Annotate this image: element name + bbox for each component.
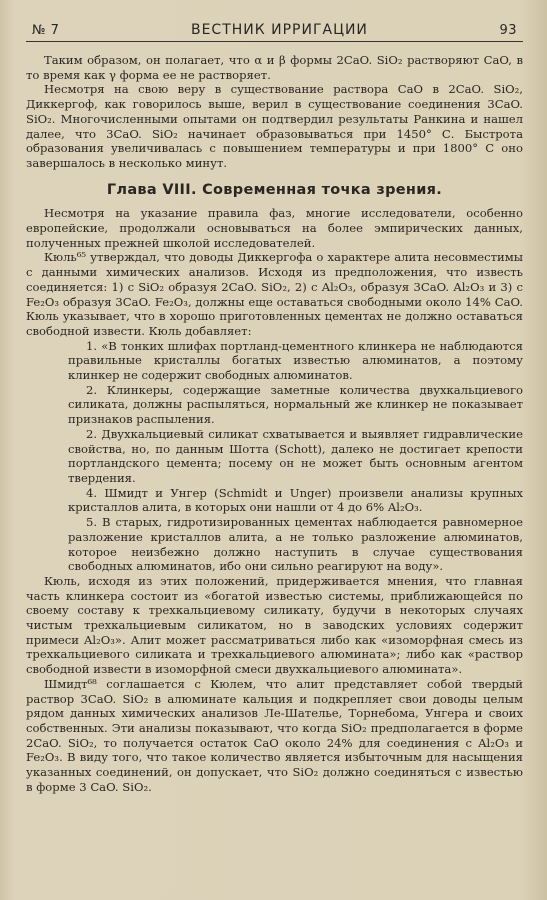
numbered-list <box>26 339 523 574</box>
paragraph: Таким образом, он полагает, что α и β формы 2CaO. SiO₂ растворяют CaO, в то время как γ форма ее не растворяет. <box>26 53 523 82</box>
list-item: 5. В старых, гидротизированных цементах наблюдается равномерное разложение кристаллов алита, а не только разложение алюминатов, которое неизбежно должно наступить в случае существования свободных алюминатов, ибо они сильно реагируют на воду». <box>68 515 523 574</box>
list-item: 1. «В тонких шлифах портланд-цементного клинкера не наблюдаются правильные кристаллы богатых известью алюминатов, а поэтому клинкер не содержит свободных алюминатов. <box>68 338 523 383</box>
list-item: 4. Шмидт и Унгер (Schmidt и Unger) произвели анализы крупных кристаллов алита, в которых они нашли от 4 до 6% Al₂O₃. <box>68 485 523 515</box>
list-item: 2. Клинкеры, содержащие заметные количества двухкальциевого силиката, должны распыляться, нормальный же клинкер не показывает признаков распыления. <box>68 382 523 427</box>
page-number: 93 <box>499 23 517 38</box>
paragraph: Несмотря на указание правила фаз, многие исследователи, особенно европейские, продолжали основываться на более эмпирических данных, полученных прежней школой исследователей. <box>26 206 523 250</box>
paragraph: Кюль, исходя из этих положений, придерживается мнения, что главная часть клинкера состоит из «богатой известью системы, приближающейся по своему составу к трехкальциевому силикату, будучи в некоторых случаях чистым трехкальциевым силикатом, но в заводских условиях содержит примеси Al₂O₃». Алит может рассматриваться либо как «изоморфная смесь из трехкальциевого силиката и трехкальциевого алюмината»; либо как «раствор свободной извести в изоморфной смеси двухкальциевого алюмината». <box>26 573 523 677</box>
paragraph: Шмидт⁶⁸ соглашается с Кюлем, что алит представляет собой твердый раствор 3CaO. SiO₂ в алюминате кальция и подкрепляет свои доводы целым рядом данных химических анализов Ле-Шателье, Торнебома, Унгера и своих собственных. Эти анализы показывают, что когда SiO₂ предполагается в форме 2CaO. SiO₂, то получается остаток CaO около 24% для соединения с Al₂O₃ и Fe₂O₃. В виду того, что такое количество является избыточным для насыщения указанных соединений, он допускает, что SiO₂ должно соединяться с известью в форме 3 CaO. SiO₂. <box>26 676 523 794</box>
paragraph: Несмотря на свою веру в существование раствора CaO в 2CaO. SiO₂, Диккергоф, как говорилось выше, верил в существование соединения 3CaO. SiO₂. Многочисленными опытами он подтвердил результаты Ранкина и нашел далее, что 3CaO. SiO₂ начинает образовываться при 1450° С. Быстрота образования увеличивалась с повышением температуры и при 1800° С оно завершалось в несколько минут. <box>26 82 523 170</box>
list-item: 2. Двухкальциевый силикат схватывается и выявляет гидравлические свойства, но, по данным Шотта (Schott), далеко не достигает крепости портландского цемента; посему он не может быть основным агентом твердения. <box>68 426 523 485</box>
body-text <box>26 53 523 794</box>
chapter-heading: Глава VIII. Современная точка зрения. <box>106 181 443 198</box>
paragraph: Кюль⁶⁵ утверждал, что доводы Диккергофа о характере алита несовместимы с данными химических анализов. Исходя из предположения, что известь соединяется: 1) с SiO₂ образуя 2CaO. SiO₂, 2) с Al₂O₃, образуя 3CaO. Al₂O₃ и 3) с Fe₂O₃ образуя 3CaO. Fe₂O₃, должны еще оставаться свободными около 14% CaO. Кюль указывает, что в хорошо приготовленных цементах не должно оставаться свободной извести. Кюль добавляет: <box>26 250 523 338</box>
journal-title: ВЕСТНИК ИРРИГАЦИИ <box>190 22 368 38</box>
issue-number: № 7 <box>32 23 60 38</box>
page-header <box>26 22 523 42</box>
